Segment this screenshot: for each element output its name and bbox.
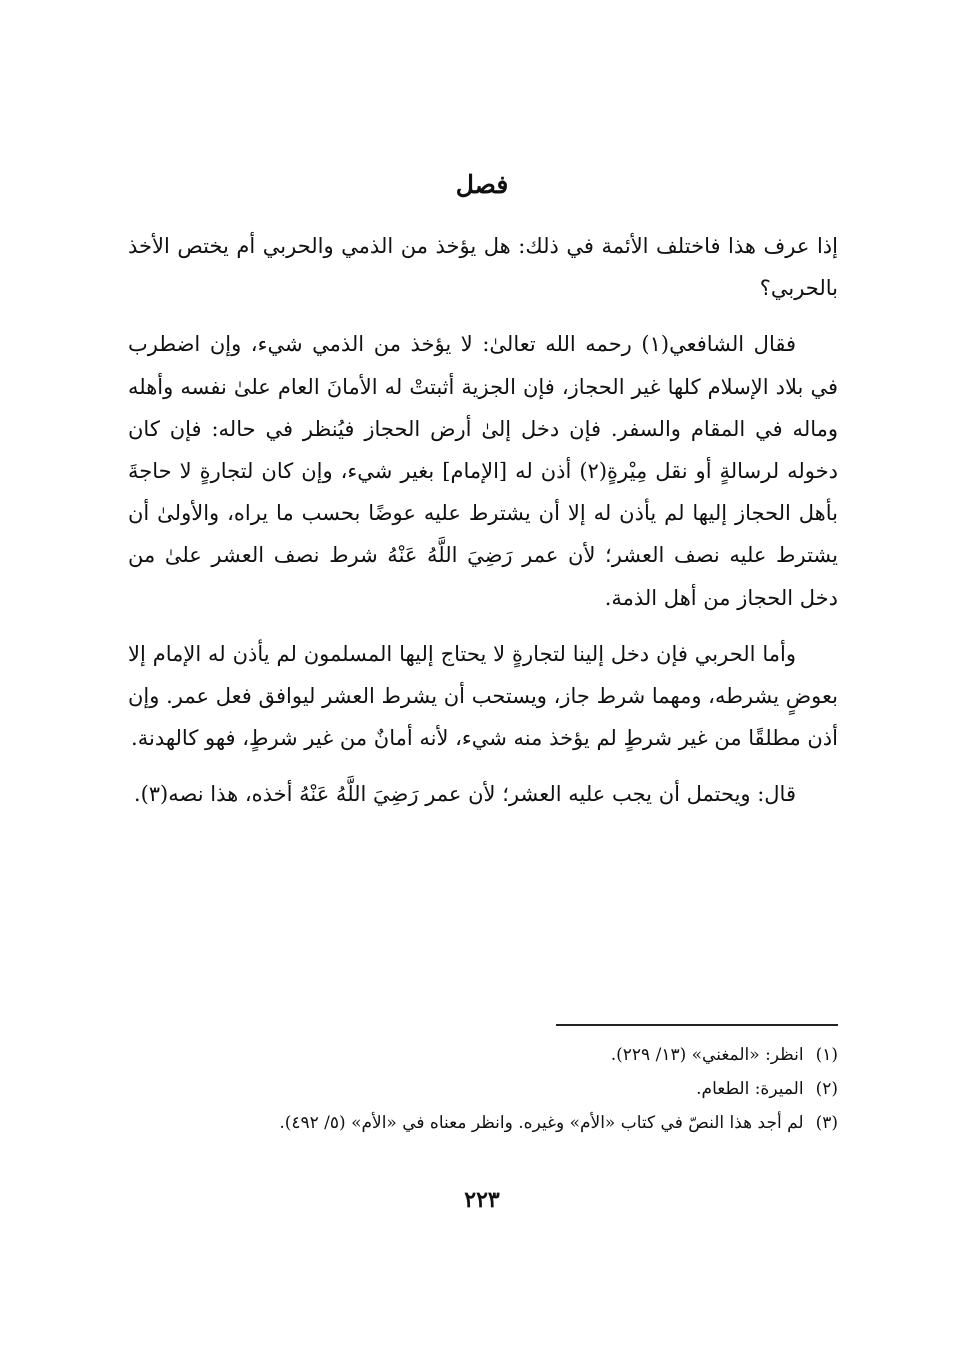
page-number: ٢٢٣ (464, 1187, 500, 1213)
footnote-2 (128, 1072, 838, 1106)
footnote-separator (556, 1024, 838, 1026)
footnote-number: (٣) (815, 1113, 838, 1133)
footnote-3 (128, 1106, 838, 1140)
footnote-text: انظر: «المغني» (١٣/ ٢٢٩). (610, 1045, 804, 1065)
paragraph-intro: إذا عرف هذا فاختلف الأئمة في ذلك: هل يؤخذ من الذمي والحربي أم يختص الأخذ بالحربي؟ (128, 234, 838, 301)
main-text (128, 225, 838, 830)
paragraph-harbi: وأما الحربي فإن دخل إلينا لتجارةٍ لا يحتاج إليها المسلمون لم يأذن له الإمام إلا بعوضٍ يشرطه، ومهما شرط جاز، ويستحب أن يشرط العشر ليوافق فعل عمر. وإن أذن مطلقًا من غير شرطٍ لم يؤخذ منه شيء، لأنه أمانٌ من غير شرطٍ، فهو كالهدنة. (128, 641, 838, 751)
footnote-1 (128, 1038, 838, 1072)
footnote-text: لم أجد هذا النصّ في كتاب «الأم» وغيره. وانظر معناه في «الأم» (٥/ ٤٩٢). (279, 1113, 804, 1133)
footnotes (128, 1038, 838, 1140)
paragraph-shafii: فقال الشافعي(١) رحمه الله تعالىٰ: لا يؤخذ من الذمي شيء، وإن اضطرب في بلاد الإسلام كلها غير الحجاز، فإن الجزية أثبتتْ له الأمانَ العام علىٰ نفسه وأهله وماله في المقام والسفر. فإن دخل إلىٰ أرض الحجاز فيُنظر في حاله: فإن كان دخوله لرسالةٍ أو نقل مِيْرةٍ(٢) أذن له [الإمام] بغير شيء، وإن كان لتجارةٍ لا حاجةَ بأهل الحجاز إليها لم يأذن له إلا أن يشترط عليه عوضًا بحسب ما يراه، والأولىٰ أن يشترط عليه نصف العشر؛ لأن عمر رَضِيَ اللَّهُ عَنْهُ شرط نصف العشر علىٰ من دخل الحجاز من أهل الذمة. (128, 332, 838, 610)
paragraph-qala: قال: ويحتمل أن يجب عليه العشر؛ لأن عمر رَضِيَ اللَّهُ عَنْهُ أخذه، هذا نصه(٣). (133, 782, 796, 807)
section-heading: فصل (455, 170, 509, 199)
footnote-text: الميرة: الطعام. (696, 1079, 804, 1099)
footnote-number: (٢) (815, 1079, 838, 1099)
footnote-number: (١) (815, 1045, 838, 1065)
